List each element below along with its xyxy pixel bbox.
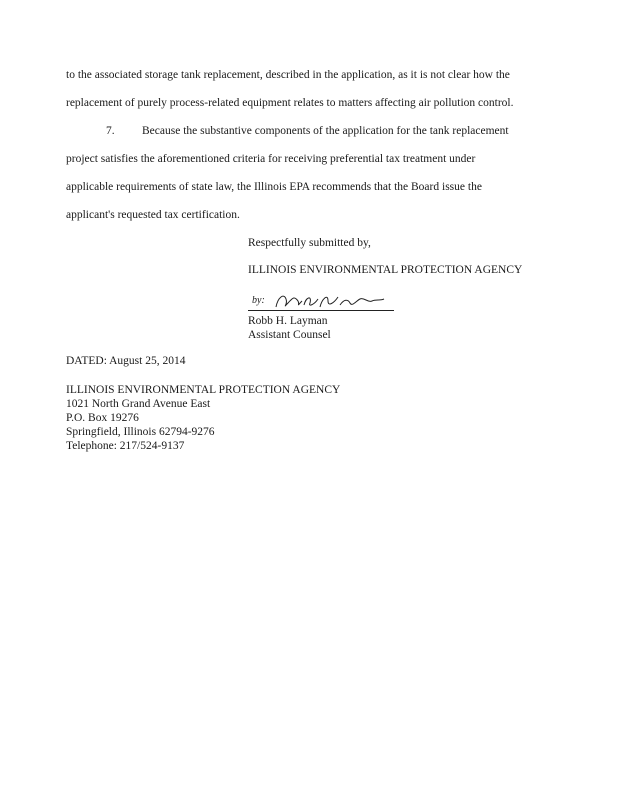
address-agency: ILLINOIS ENVIRONMENTAL PROTECTION AGENCY xyxy=(66,384,341,396)
dated-line: DATED: August 25, 2014 xyxy=(66,355,186,367)
signatory-title: Assistant Counsel xyxy=(248,329,331,341)
paragraph-7-line-4: applicant's requested tax certification. xyxy=(66,209,240,221)
address-telephone: Telephone: 217/524-9137 xyxy=(66,440,185,452)
signature-prefix: by: xyxy=(252,295,265,306)
address-street: 1021 North Grand Avenue East xyxy=(66,398,211,410)
closing: Respectfully submitted by, xyxy=(248,237,371,249)
signature-rule xyxy=(248,310,394,311)
address-city: Springfield, Illinois 62794-9276 xyxy=(66,426,215,438)
signatory-name: Robb H. Layman xyxy=(248,315,328,327)
signing-agency: ILLINOIS ENVIRONMENTAL PROTECTION AGENCY xyxy=(248,264,523,276)
paragraph-6-line-1: to the associated storage tank replacement, described in the application, as it is not clear how the xyxy=(66,69,510,81)
paragraph-7-line-2: project satisfies the aforementioned criteria for receiving preferential tax treatment under xyxy=(66,153,476,165)
paragraph-7-first-line: Because the substantive components of the application for the tank replacement xyxy=(142,125,509,137)
paragraph-7-line-3: applicable requirements of state law, the Illinois EPA recommends that the Board issue the xyxy=(66,181,482,193)
paragraph-6-line-2: replacement of purely process-related equipment relates to matters affecting air pollution control. xyxy=(66,97,514,109)
paragraph-7-number: 7. xyxy=(106,125,115,137)
signature-line xyxy=(248,289,394,313)
address-po-box: P.O. Box 19276 xyxy=(66,412,139,424)
